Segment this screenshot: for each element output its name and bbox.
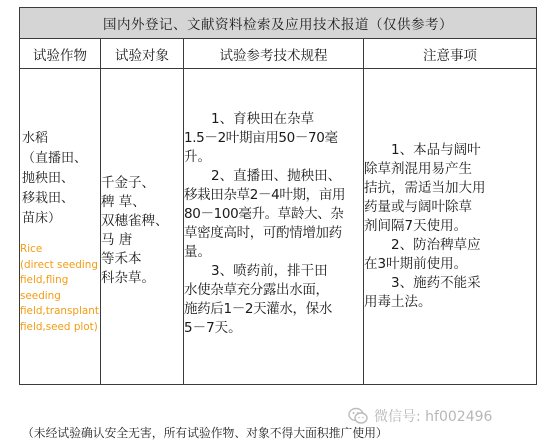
target-line: 科杂草。 bbox=[101, 270, 155, 286]
table-row bbox=[20, 69, 537, 385]
procedure-line: 量。 bbox=[184, 244, 211, 260]
procedure-line: 草密度高时，可酌情增加药 bbox=[184, 225, 342, 241]
crop-line: 苗床） bbox=[22, 211, 62, 226]
crop-english-line: Rice bbox=[20, 243, 43, 255]
target-line: 稗 草、 bbox=[101, 194, 146, 210]
crop-line: 水稻 bbox=[22, 131, 49, 146]
note-line: 2、防治稗草应 bbox=[364, 237, 481, 253]
crop-english-line: field,seed plot) bbox=[20, 320, 98, 333]
note-line: 在3叶期前使用。 bbox=[364, 256, 468, 272]
procedure-line: 1、育秧田在杂草 bbox=[184, 111, 315, 127]
note-line: 药量或与阔叶除草 bbox=[364, 199, 472, 215]
crop-english-line: (direct seeding bbox=[20, 258, 98, 271]
header-notes: 注意事项 bbox=[364, 39, 537, 69]
procedure-line: 1.5－2叶期亩用50－70毫 bbox=[184, 130, 338, 146]
procedure-line: 3、喷药前，排干田 bbox=[184, 263, 328, 279]
note-2 bbox=[364, 236, 536, 274]
note-line: 除草剂混用易产生 bbox=[364, 161, 472, 177]
procedure-line: 移栽田杂草2－4叶期，亩用 bbox=[184, 187, 346, 203]
procedure-cell bbox=[184, 69, 364, 385]
header-target: 试验对象 bbox=[101, 39, 184, 69]
crop-english-line: field,transplant bbox=[20, 305, 99, 317]
crop-line: （直播田、 bbox=[22, 151, 88, 166]
wechat-watermark bbox=[348, 405, 492, 427]
wechat-icon bbox=[348, 407, 368, 425]
crop-line: 移栽田、 bbox=[22, 191, 75, 206]
procedure-line: 5－7天。 bbox=[184, 320, 242, 336]
note-line: 剂间隔7天使用。 bbox=[364, 218, 468, 234]
procedure-line: 施药后1－2天灌水，保水 bbox=[184, 301, 332, 317]
target-cell bbox=[101, 69, 184, 385]
target-line: 马 唐 bbox=[101, 232, 133, 248]
target-line: 双穗雀稗、 bbox=[101, 213, 169, 229]
header-crop: 试验作物 bbox=[20, 39, 101, 69]
note-line: 1、本品与阔叶 bbox=[364, 142, 481, 158]
crop-chinese bbox=[20, 69, 100, 229]
crop-cell bbox=[20, 69, 101, 385]
header-procedure: 试验参考技术规程 bbox=[184, 39, 364, 69]
note-3 bbox=[364, 274, 536, 312]
technical-report-table bbox=[19, 7, 537, 385]
procedure-line: 水使杂草充分露出水面， bbox=[184, 282, 329, 298]
crop-english bbox=[20, 242, 100, 335]
procedure-step-2 bbox=[184, 167, 363, 262]
target-line: 等禾本 bbox=[101, 251, 142, 267]
crop-line: 抛秧田、 bbox=[22, 171, 75, 186]
table-header-row bbox=[20, 39, 537, 69]
procedure-line: 2、直播田、抛秧田、 bbox=[184, 168, 342, 184]
table-title: 国内外登记、文献资料检索及应用技术报道（仅供参考） bbox=[20, 8, 537, 39]
note-1 bbox=[364, 141, 536, 236]
procedure-line: 80－100毫升。草龄大、杂 bbox=[184, 206, 344, 222]
table-title-row bbox=[20, 8, 537, 39]
notes-cell bbox=[364, 69, 537, 385]
note-line: 3、施药不能采 bbox=[364, 275, 481, 291]
procedure-line: 升。 bbox=[184, 149, 211, 165]
procedure-step-3 bbox=[184, 262, 363, 338]
crop-english-line: field,fling seeding bbox=[20, 274, 69, 302]
watermark-text: 微信号: hf002496 bbox=[374, 409, 493, 425]
procedure-step-1 bbox=[184, 110, 363, 167]
target-line: 千金子、 bbox=[101, 175, 155, 191]
note-line: 拮抗，需适当加大用 bbox=[364, 180, 486, 196]
disclaimer-footer: （未经试验确认安全无害，所有试验作物、对象不得大面积推广使用） bbox=[22, 426, 388, 440]
note-line: 用毒土法。 bbox=[364, 294, 432, 310]
